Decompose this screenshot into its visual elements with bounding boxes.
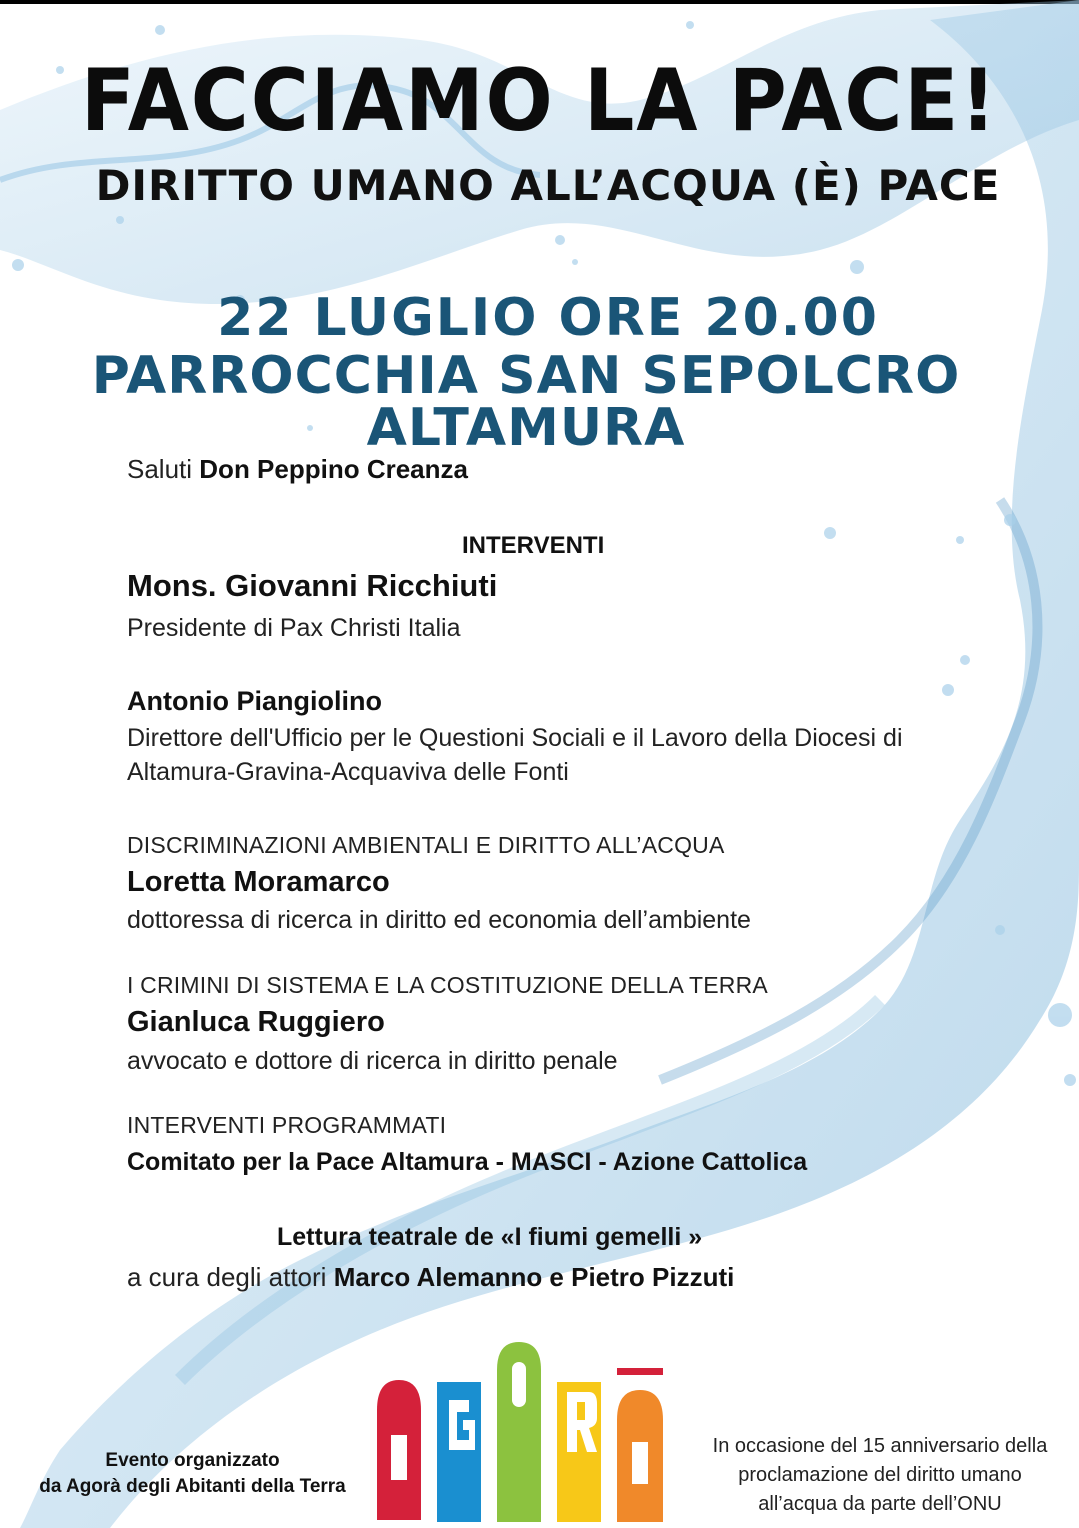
reading-by-prefix: a cura degli attori — [127, 1262, 327, 1292]
occasion-line1: In occasione del 15 anniversario della — [712, 1435, 1048, 1457]
speaker2-role-line1: Direttore dell'Ufficio per le Questioni Sociali e il Lavoro della Diocesi di — [127, 724, 903, 752]
topic3-heading: DISCRIMINAZIONI AMBIENTALI E DIRITTO ALL’ACQUA — [127, 832, 725, 858]
speaker1-role: Presidente di Pax Christi Italia — [127, 614, 461, 642]
organizer-line1: Evento organizzato — [105, 1450, 280, 1471]
speaker4-role: avvocato e dottore di ricerca in diritto penale — [127, 1047, 618, 1075]
topic4-heading: I CRIMINI DI SISTEMA E LA COSTITUZIONE DELLA TERRA — [127, 972, 768, 998]
groups-list: Comitato per la Pace Altamura - MASCI - Azione Cattolica — [127, 1148, 808, 1176]
poster-title: FACCIAMO LA PACE! — [80, 51, 999, 151]
occasion-line3: all’acqua da parte dell’ONU — [758, 1493, 1002, 1515]
reading-credits — [127, 1262, 734, 1293]
event-venue: PARROCCHIA SAN SEPOLCRO ALTAMURA — [91, 346, 961, 458]
occasion-line2: proclamazione del diritto umano — [738, 1464, 1022, 1486]
speaker3-name: Loretta Moramarco — [127, 866, 390, 898]
greeting-prefix: Saluti — [127, 454, 193, 484]
reading-by-names: Marco Alemanno e Pietro Pizzuti — [333, 1262, 735, 1292]
logo-letter-g — [437, 1382, 481, 1522]
organizer-note — [20, 1448, 365, 1500]
interventi-heading: INTERVENTI — [462, 532, 605, 559]
organizer-line2: da Agorà degli Abitanti della Terra — [39, 1476, 346, 1497]
speaker3-role: dottoressa di ricerca in diritto ed economia dell’ambiente — [127, 906, 751, 934]
greeting-line — [127, 454, 468, 485]
logo-letter-a2 — [617, 1368, 663, 1522]
agora-logo — [375, 1340, 665, 1525]
poster-subtitle: DIRITTO UMANO ALL’ACQUA (È) PACE — [95, 161, 1001, 210]
occasion-note — [685, 1432, 1075, 1519]
speaker4-name: Gianluca Ruggiero — [127, 1006, 385, 1038]
logo-letter-r — [557, 1382, 601, 1522]
greeting-name: Don Peppino Creanza — [199, 454, 468, 484]
speaker2-name: Antonio Piangiolino — [127, 686, 382, 716]
speaker2-role-line2: Altamura-Gravina-Acquaviva delle Fonti — [127, 758, 569, 786]
topic5-heading: INTERVENTI PROGRAMMATI — [127, 1112, 447, 1138]
reading-title: Lettura teatrale de «I fiumi gemelli » — [277, 1223, 703, 1251]
event-date: 22 LUGLIO ORE 20.00 — [217, 288, 879, 348]
logo-letter-o — [497, 1342, 541, 1522]
speaker1-name: Mons. Giovanni Ricchiuti — [127, 568, 498, 603]
logo-letter-a1 — [377, 1380, 421, 1520]
